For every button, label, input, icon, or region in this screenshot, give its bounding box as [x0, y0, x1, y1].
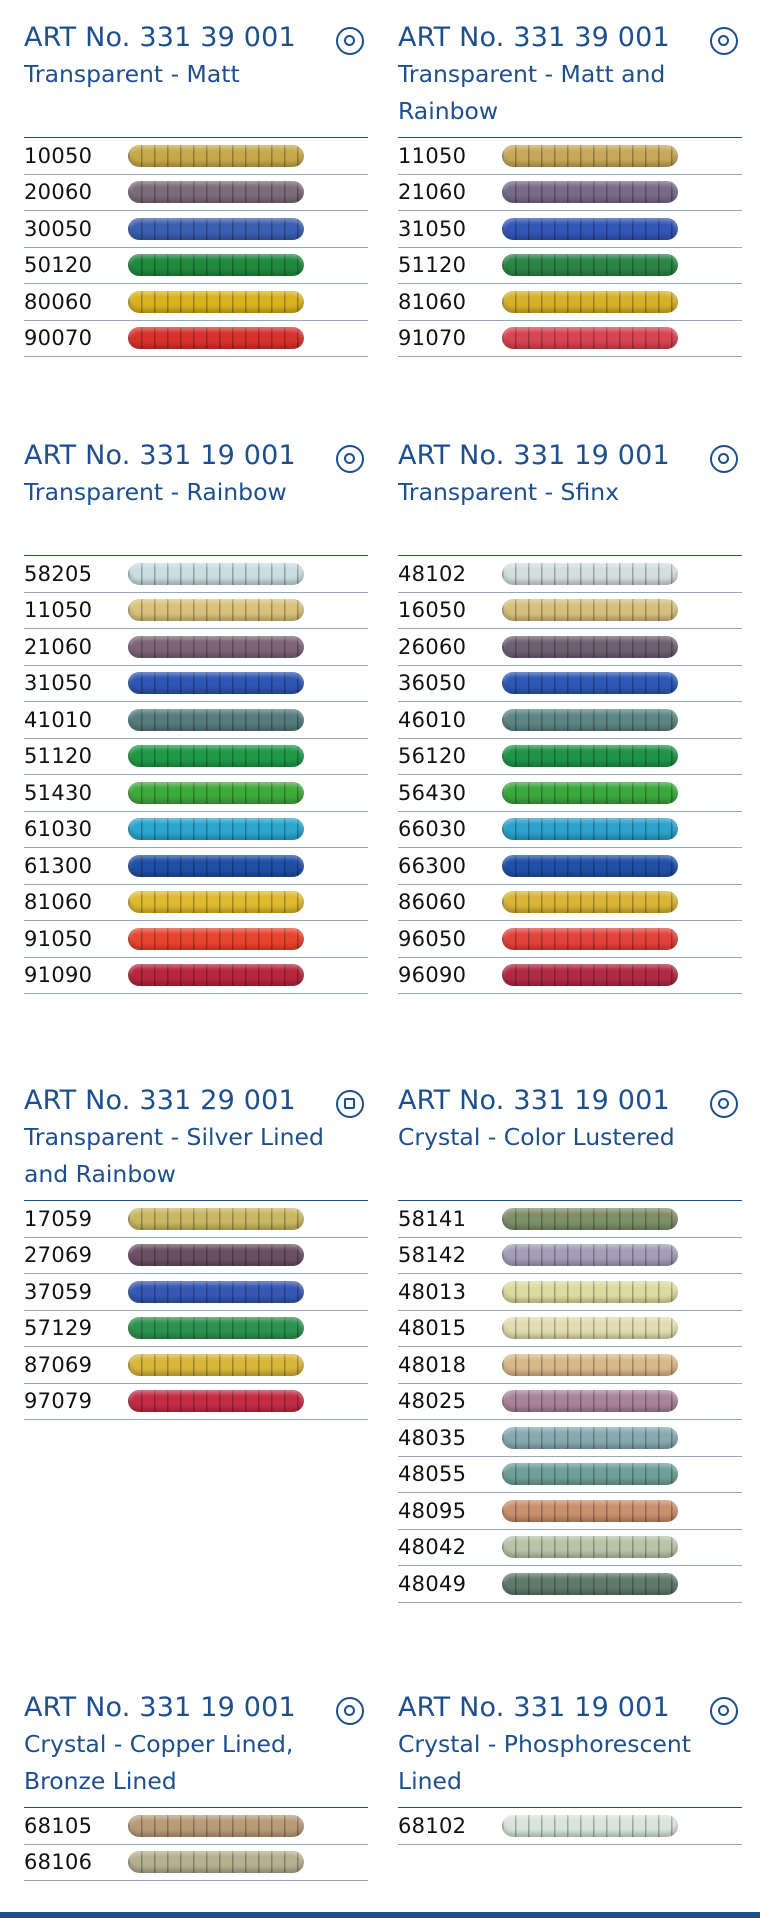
bead-item-row	[24, 921, 368, 958]
bead-strand-swatch	[502, 291, 678, 313]
bead-strand-swatch	[502, 1354, 678, 1376]
art-number: ART No. 331 19 001	[398, 1085, 670, 1116]
bead-strand-swatch	[128, 291, 304, 313]
round-rocaille-icon	[710, 1697, 738, 1725]
bead-strand-swatch	[128, 1317, 304, 1339]
bead-item-row	[398, 775, 742, 812]
color-code: 96090	[398, 963, 467, 988]
bead-item-row	[24, 1274, 368, 1311]
bead-item-row	[398, 739, 742, 776]
bead-strand-swatch	[502, 928, 678, 950]
bead-item-row	[24, 958, 368, 995]
catalog-section-6	[398, 1083, 742, 1603]
bead-item-row	[398, 1384, 742, 1421]
bead-strand-swatch	[128, 928, 304, 950]
bead-strand-swatch	[128, 254, 304, 276]
bead-item-row	[398, 1457, 742, 1494]
round-rocaille-icon	[710, 445, 738, 473]
bead-item-row	[398, 1311, 742, 1348]
bead-strand-swatch	[128, 1354, 304, 1376]
bead-strand-swatch	[502, 709, 678, 731]
bead-strand-swatch	[128, 1281, 304, 1303]
bead-strand-swatch	[128, 782, 304, 804]
color-code: 58142	[398, 1243, 467, 1268]
bead-strand-swatch	[502, 218, 678, 240]
color-code: 51120	[24, 744, 93, 769]
catalog-section-5	[24, 1083, 368, 1420]
bead-item-row	[24, 321, 368, 358]
section-subtitle: Crystal - Phosphorescent Lined	[398, 1730, 691, 1795]
bead-item-row	[398, 921, 742, 958]
section-heading	[398, 438, 742, 555]
color-code: 51430	[24, 780, 93, 805]
bead-item-row	[398, 1493, 742, 1530]
bead-item-row	[24, 138, 368, 175]
bead-strand-swatch	[502, 599, 678, 621]
bead-strand-swatch	[502, 254, 678, 276]
color-code: 21060	[24, 634, 93, 659]
color-code: 61030	[24, 817, 93, 842]
square-hole-icon	[336, 1090, 364, 1118]
section-heading	[24, 1083, 368, 1200]
item-list	[398, 1200, 742, 1603]
bead-item-row	[24, 211, 368, 248]
color-code: 48015	[398, 1316, 467, 1341]
color-code: 48055	[398, 1462, 467, 1487]
bead-item-row	[398, 666, 742, 703]
color-code: 68102	[398, 1813, 467, 1838]
item-list	[24, 555, 368, 994]
color-code: 31050	[398, 216, 467, 241]
bead-strand-swatch	[128, 1390, 304, 1412]
bead-strand-swatch	[502, 891, 678, 913]
color-code: 50120	[24, 253, 93, 278]
color-code: 91090	[24, 963, 93, 988]
bottom-rule	[0, 1912, 760, 1918]
color-code: 48102	[398, 561, 467, 586]
item-list	[398, 137, 742, 357]
bead-strand-swatch	[128, 964, 304, 986]
bead-item-row	[24, 248, 368, 285]
bead-item-row	[24, 1845, 368, 1882]
bead-item-row	[398, 248, 742, 285]
color-code: 48049	[398, 1571, 467, 1596]
color-code: 48013	[398, 1279, 467, 1304]
item-list	[24, 137, 368, 357]
bead-strand-swatch	[502, 327, 678, 349]
bead-strand-swatch	[128, 745, 304, 767]
color-code: 48025	[398, 1389, 467, 1414]
color-code: 58141	[398, 1206, 467, 1231]
section-subtitle: Transparent - Matt	[24, 60, 240, 88]
color-code: 56120	[398, 744, 467, 769]
bead-item-row	[24, 1311, 368, 1348]
color-code: 31050	[24, 671, 93, 696]
color-code: 26060	[398, 634, 467, 659]
bead-item-row	[24, 1238, 368, 1275]
color-code: 17059	[24, 1206, 93, 1231]
color-code: 20060	[24, 180, 93, 205]
color-code: 91070	[398, 326, 467, 351]
art-number: ART No. 331 19 001	[398, 1692, 670, 1723]
bead-item-row	[24, 556, 368, 593]
section-heading	[398, 1083, 742, 1200]
bead-strand-swatch	[128, 709, 304, 731]
bead-item-row	[24, 702, 368, 739]
section-subtitle: Transparent - Sfinx	[398, 478, 620, 506]
bead-item-row	[24, 1808, 368, 1845]
bead-item-row	[24, 593, 368, 630]
bead-item-row	[24, 1384, 368, 1421]
bead-item-row	[398, 556, 742, 593]
color-code: 86060	[398, 890, 467, 915]
round-rocaille-icon	[710, 27, 738, 55]
item-list	[24, 1200, 368, 1420]
color-code: 11050	[24, 598, 93, 623]
section-subtitle: Transparent - Rainbow	[24, 478, 287, 506]
bead-strand-swatch	[128, 818, 304, 840]
bead-strand-swatch	[128, 327, 304, 349]
color-code: 66030	[398, 817, 467, 842]
bead-item-row	[398, 885, 742, 922]
bead-item-row	[24, 739, 368, 776]
catalog-section-3	[24, 438, 368, 994]
section-subtitle: Crystal - Color Lustered	[398, 1123, 675, 1151]
bead-item-row	[24, 284, 368, 321]
color-code: 81060	[24, 890, 93, 915]
bead-strand-swatch	[128, 855, 304, 877]
color-code: 81060	[398, 289, 467, 314]
bead-item-row	[24, 775, 368, 812]
section-subtitle: Crystal - Copper Lined, Bronze Lined	[24, 1730, 294, 1795]
bead-strand-swatch	[502, 1815, 678, 1837]
bead-strand-swatch	[502, 782, 678, 804]
color-code: 37059	[24, 1279, 93, 1304]
color-code: 87069	[24, 1352, 93, 1377]
bead-item-row	[398, 1530, 742, 1567]
bead-strand-swatch	[128, 599, 304, 621]
catalog-section-2	[398, 20, 742, 357]
art-number: ART No. 331 19 001	[24, 440, 296, 471]
bead-item-row	[398, 629, 742, 666]
item-list	[398, 555, 742, 994]
bead-strand-swatch	[128, 636, 304, 658]
bead-strand-swatch	[502, 855, 678, 877]
bead-strand-swatch	[128, 1244, 304, 1266]
section-heading	[24, 438, 368, 555]
art-number: ART No. 331 39 001	[398, 22, 670, 53]
bead-item-row	[398, 1566, 742, 1603]
catalog-section-4	[398, 438, 742, 994]
bead-item-row	[398, 211, 742, 248]
bead-item-row	[398, 321, 742, 358]
item-list	[398, 1807, 742, 1845]
color-code: 66300	[398, 853, 467, 878]
bead-item-row	[398, 593, 742, 630]
color-code: 48095	[398, 1498, 467, 1523]
bead-strand-swatch	[502, 1463, 678, 1485]
section-heading	[398, 20, 742, 137]
color-code: 46010	[398, 707, 467, 732]
item-list	[24, 1807, 368, 1881]
bead-strand-swatch	[502, 1244, 678, 1266]
section-heading	[398, 1690, 742, 1807]
bead-strand-swatch	[128, 1208, 304, 1230]
color-code: 56430	[398, 780, 467, 805]
bead-strand-swatch	[502, 145, 678, 167]
bead-strand-swatch	[502, 745, 678, 767]
bead-strand-swatch	[128, 563, 304, 585]
bead-strand-swatch	[502, 964, 678, 986]
color-code: 97079	[24, 1389, 93, 1414]
round-rocaille-icon	[710, 1090, 738, 1118]
bead-item-row	[24, 885, 368, 922]
bead-item-row	[398, 812, 742, 849]
color-code: 96050	[398, 926, 467, 951]
art-number: ART No. 331 39 001	[24, 22, 296, 53]
bead-strand-swatch	[128, 1851, 304, 1873]
bead-item-row	[398, 1274, 742, 1311]
bead-item-row	[398, 284, 742, 321]
bead-item-row	[398, 702, 742, 739]
bead-strand-swatch	[128, 145, 304, 167]
color-code: 30050	[24, 216, 93, 241]
section-subtitle: Transparent - Matt and Rainbow	[398, 60, 666, 125]
section-heading	[24, 20, 368, 137]
bead-strand-swatch	[502, 1281, 678, 1303]
bead-item-row	[24, 175, 368, 212]
bead-strand-swatch	[502, 636, 678, 658]
color-code: 16050	[398, 598, 467, 623]
bead-strand-swatch	[502, 1500, 678, 1522]
art-number: ART No. 331 19 001	[398, 440, 670, 471]
section-subtitle: Transparent - Silver Lined and Rainbow	[24, 1123, 324, 1188]
bead-strand-swatch	[502, 818, 678, 840]
bead-item-row	[24, 1201, 368, 1238]
round-rocaille-icon	[336, 27, 364, 55]
bead-item-row	[398, 138, 742, 175]
bead-strand-swatch	[502, 1390, 678, 1412]
color-code: 48018	[398, 1352, 467, 1377]
catalog-section-7	[24, 1690, 368, 1881]
color-code: 11050	[398, 143, 467, 168]
round-rocaille-icon	[336, 445, 364, 473]
bead-strand-swatch	[502, 181, 678, 203]
art-number: ART No. 331 19 001	[24, 1692, 296, 1723]
color-code: 61300	[24, 853, 93, 878]
bead-strand-swatch	[128, 218, 304, 240]
bead-strand-swatch	[502, 563, 678, 585]
bead-item-row	[24, 629, 368, 666]
color-code: 10050	[24, 143, 93, 168]
round-rocaille-icon	[336, 1697, 364, 1725]
bead-item-row	[398, 1238, 742, 1275]
bead-strand-swatch	[502, 1573, 678, 1595]
color-code: 91050	[24, 926, 93, 951]
color-code: 21060	[398, 180, 467, 205]
bead-strand-swatch	[502, 672, 678, 694]
bead-strand-swatch	[502, 1317, 678, 1339]
color-code: 80060	[24, 289, 93, 314]
section-heading	[24, 1690, 368, 1807]
color-code: 36050	[398, 671, 467, 696]
bead-item-row	[398, 1201, 742, 1238]
bead-item-row	[398, 1808, 742, 1845]
bead-strand-swatch	[502, 1536, 678, 1558]
color-code: 48035	[398, 1425, 467, 1450]
bead-item-row	[24, 848, 368, 885]
color-code: 51120	[398, 253, 467, 278]
bead-item-row	[24, 812, 368, 849]
color-code: 90070	[24, 326, 93, 351]
catalog-section-8	[398, 1690, 742, 1845]
bead-item-row	[398, 1420, 742, 1457]
bead-strand-swatch	[128, 181, 304, 203]
color-code: 48042	[398, 1535, 467, 1560]
bead-strand-swatch	[502, 1427, 678, 1449]
bead-item-row	[24, 666, 368, 703]
bead-item-row	[398, 175, 742, 212]
art-number: ART No. 331 29 001	[24, 1085, 296, 1116]
color-code: 58205	[24, 561, 93, 586]
bead-item-row	[398, 1347, 742, 1384]
color-code: 68106	[24, 1850, 93, 1875]
color-code: 57129	[24, 1316, 93, 1341]
bead-item-row	[24, 1347, 368, 1384]
bead-strand-swatch	[128, 672, 304, 694]
color-code: 68105	[24, 1813, 93, 1838]
color-code: 41010	[24, 707, 93, 732]
bead-strand-swatch	[502, 1208, 678, 1230]
bead-strand-swatch	[128, 1815, 304, 1837]
bead-strand-swatch	[128, 891, 304, 913]
bead-item-row	[398, 848, 742, 885]
color-code: 27069	[24, 1243, 93, 1268]
catalog-section-1	[24, 20, 368, 357]
bead-item-row	[398, 958, 742, 995]
